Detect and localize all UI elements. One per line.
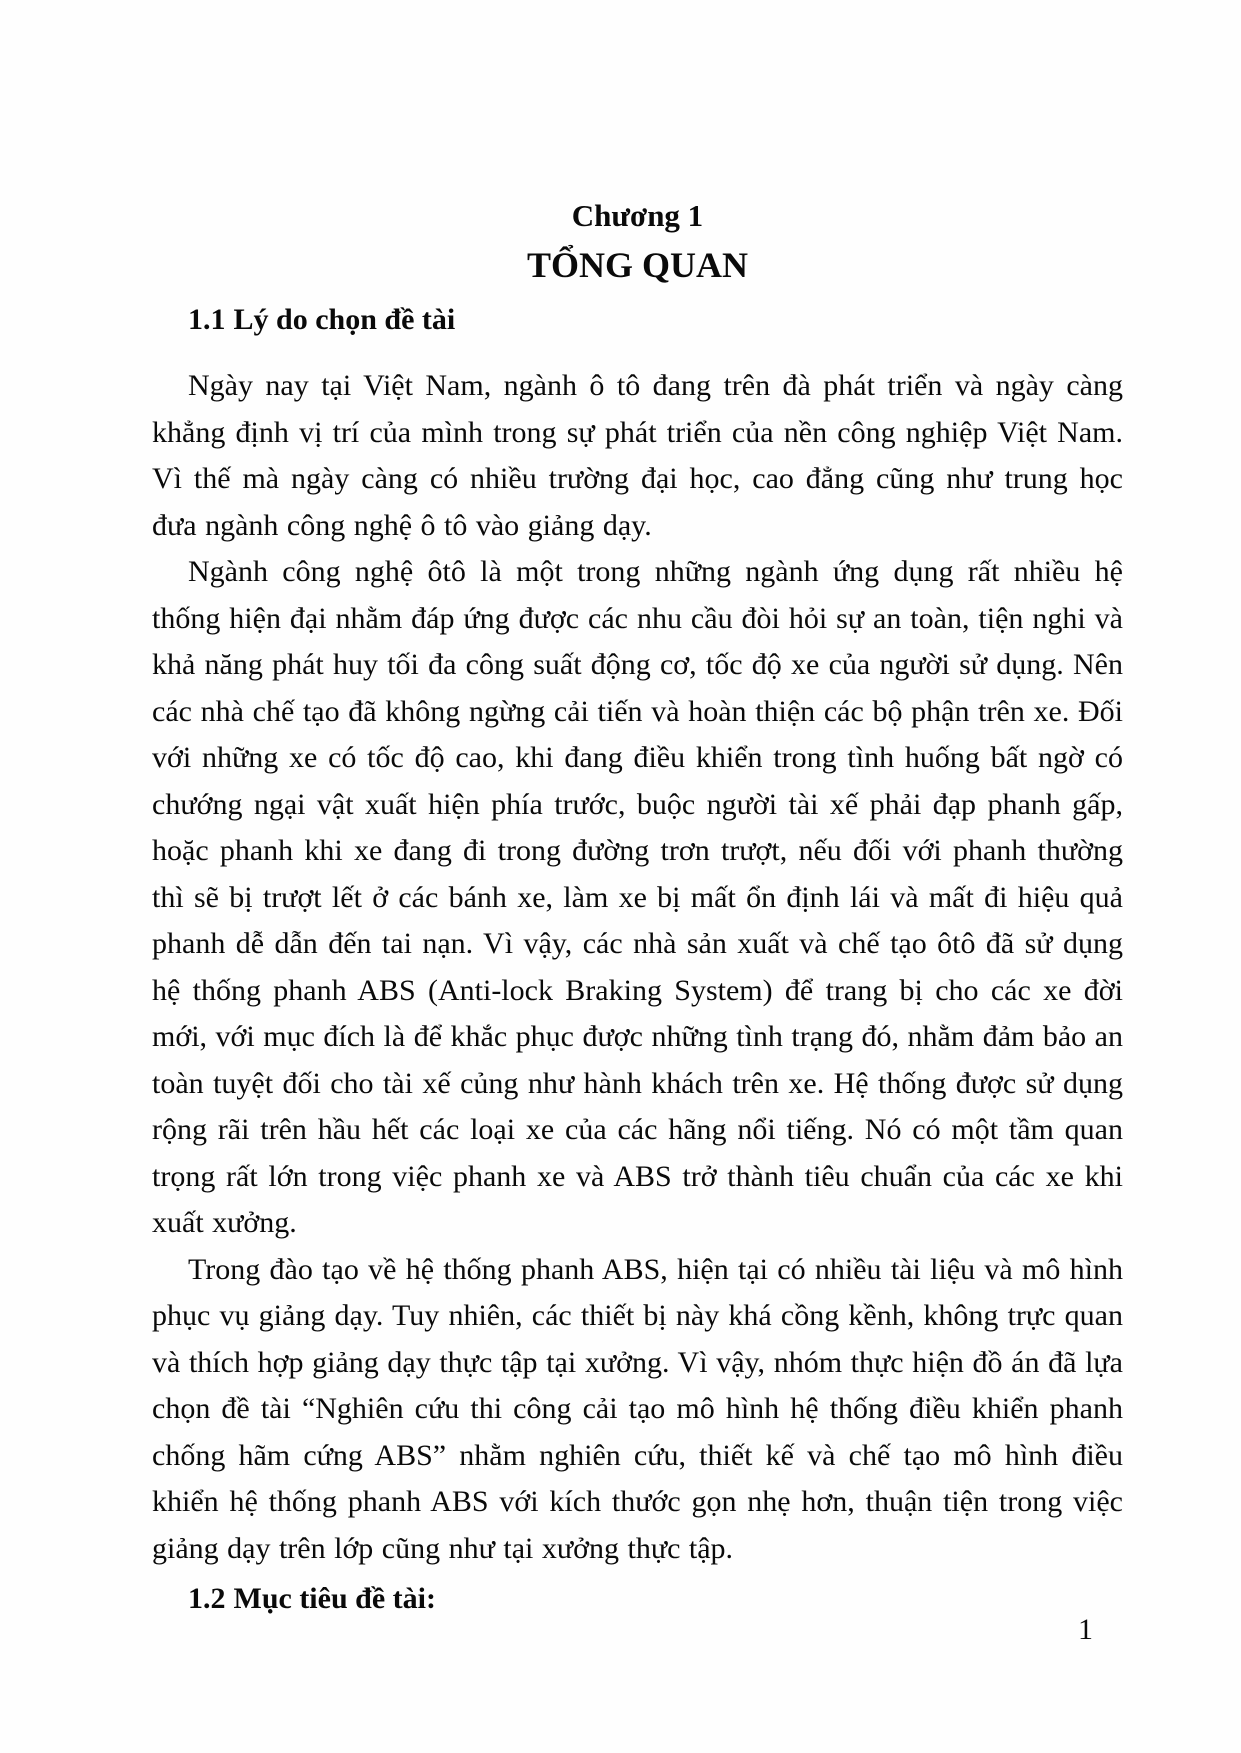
section-title-1-1: Lý do chọn đề tài xyxy=(233,303,456,336)
chapter-label: Chương 1 xyxy=(571,198,704,233)
section-number-1-2: 1.2 xyxy=(188,1582,226,1615)
paragraph-abs-overview: Ngành công nghệ ôtô là một trong những ngành ứng dụng rất nhiều hệ thống hiện đại nhằm đáp ứng được các nhu cầu đòi hỏi sự an toàn, tiện nghi và khả năng phát huy tối đa công suất động cơ, tốc độ xe của người sử dụng. Nên các nhà chế tạo đã không ngừng cải tiến và hoàn thiện các bộ phận trên xe. Đối với những xe có tốc độ cao, khi đang điều khiển trong tình huống bất ngờ có chướng ngại vật xuất hiện phía trước, buộc người tài xế phải đạp phanh gấp, hoặc phanh khi xe đang đi trong đường trơn trượt, nếu đối với phanh thường thì sẽ bị trượt lết ở các bánh xe, làm xe bị mất ổn định lái và mất đi hiệu quả phanh dễ dẫn đến tai nạn. Vì vậy, các nhà sản xuất và chế tạo ôtô đã sử dụng hệ thống phanh ABS (Anti-lock Braking System) để trang bị cho các xe đời mới, với mục đích là để khắc phục được những tình trạng đó, nhằm đảm bảo an toàn tuyệt đối cho tài xế củng như hành khách trên xe. Hệ thống được sử dụng rộng rãi trên hầu hết các loại xe của các hãng nổi tiếng. Nó có một tầm quan trọng rất lớn trong việc phanh xe và ABS trở thành tiêu chuẩn của các xe khi xuất xưởng. xyxy=(152,555,1123,1239)
section-heading-1-1 xyxy=(188,302,1123,338)
section-title-1-2: Mục tiêu đề tài: xyxy=(233,1582,436,1615)
section-number-1-1: 1.1 xyxy=(188,303,226,336)
section-heading-1-2 xyxy=(188,1581,1123,1617)
paragraph-project-choice: Trong đào tạo về hệ thống phanh ABS, hiện tại có nhiều tài liệu và mô hình phục vụ giảng dạy. Tuy nhiên, các thiết bị này khá cồng kềnh, không trực quan và thích hợp giảng dạy thực tập tại xưởng. Vì vậy, nhóm thực hiện đồ án đã lựa chọn đề tài “Nghiên cứu thi công cải tạo mô hình hệ thống điều khiển phanh chống hãm cứng ABS” nhằm nghiên cứu, thiết kế và chế tạo mô hình điều khiển hệ thống phanh ABS với kích thước gọn nhẹ hơn, thuận tiện trong việc giảng dạy trên lớp cũng như tại xưởng thực tập. xyxy=(152,1252,1123,1565)
paragraph-reason-intro: Ngày nay tại Việt Nam, ngành ô tô đang trên đà phát triển và ngày càng khẳng định vị trí của mình trong sự phát triển của nền công nghiệp Việt Nam. Vì thế mà ngày càng có nhiều trường đại học, cao đẳng cũng như trung học đưa ngành công nghệ ô tô vào giảng dạy. xyxy=(152,369,1123,542)
chapter-title: TỔNG QUAN xyxy=(526,245,748,285)
page-number: 1 xyxy=(1078,1613,1093,1646)
